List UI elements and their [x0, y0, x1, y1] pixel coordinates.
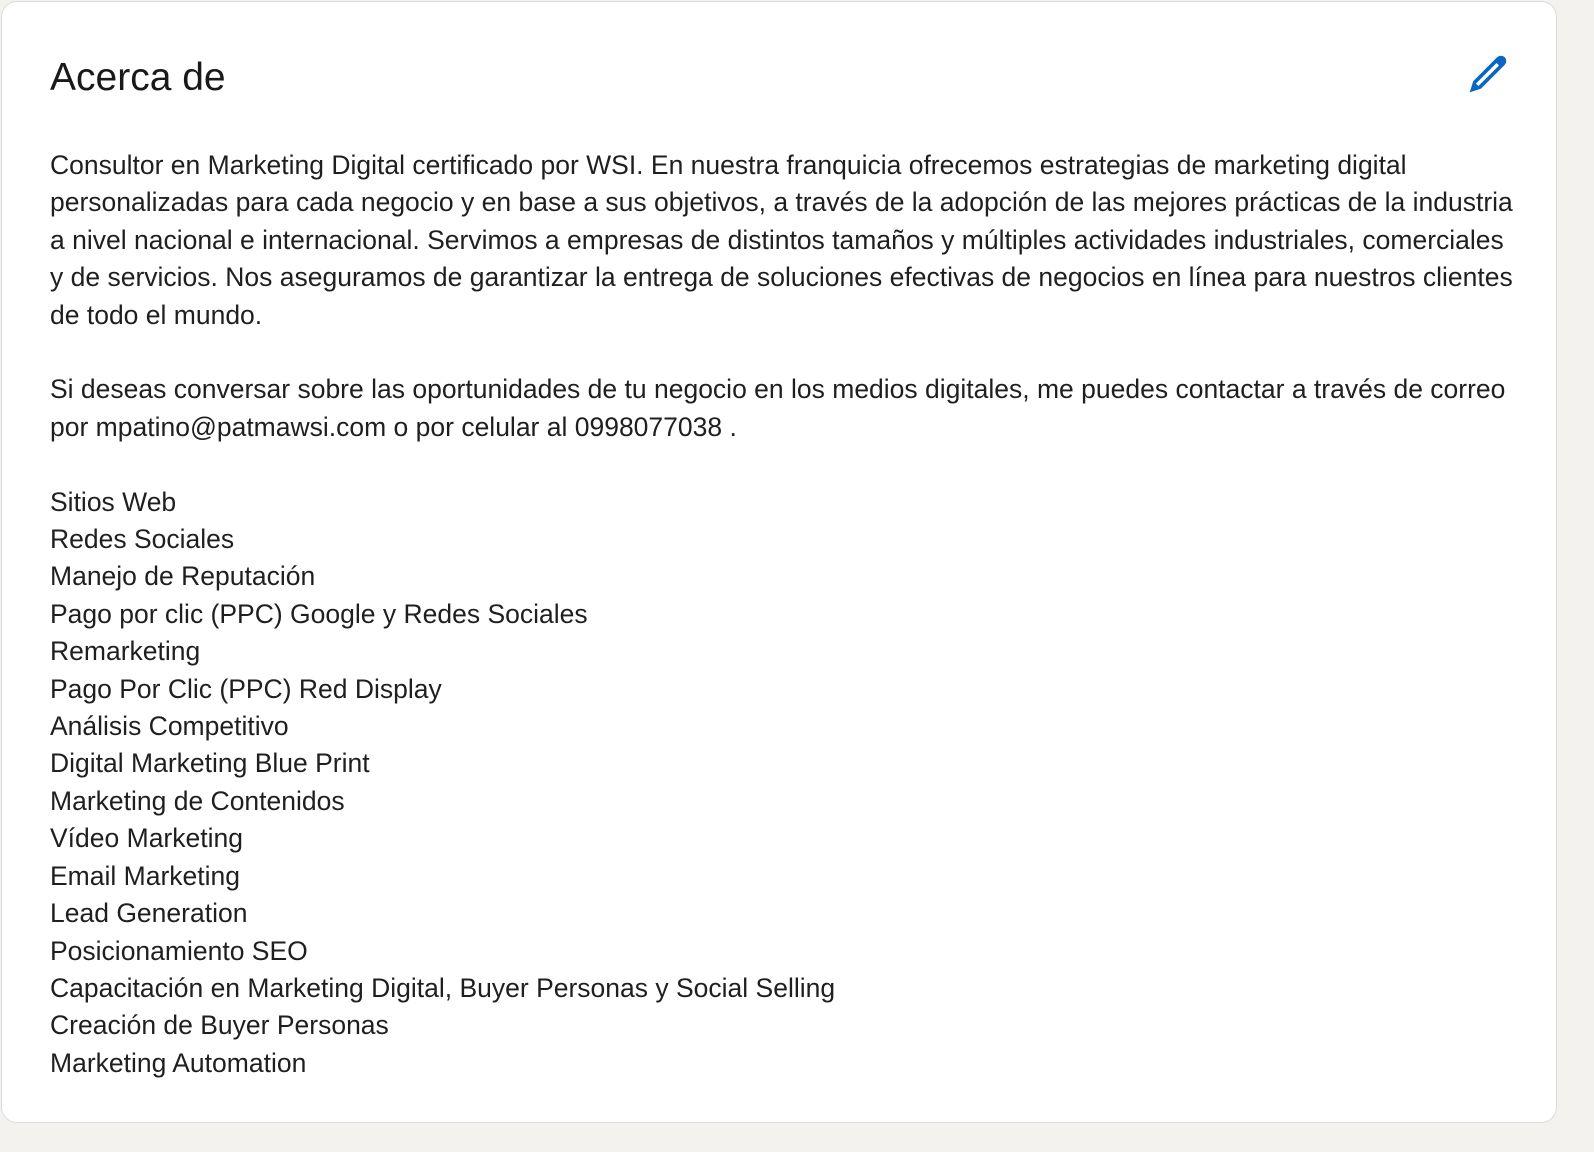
service-item: Email Marketing [50, 860, 240, 891]
service-item: Redes Sociales [50, 524, 235, 555]
service-item: Vídeo Marketing [50, 823, 243, 854]
paragraph-gap [50, 446, 1520, 483]
service-item: Capacitación en Marketing Digital, Buyer Personas y Social Selling [50, 972, 836, 1003]
section-title: Acerca de [50, 56, 226, 99]
paragraph-gap [50, 334, 1520, 371]
about-card [1, 1, 1557, 1123]
about-paragraph-intro: Consultor en Marketing Digital certificado por WSI. En nuestra franquicia ofrecemos estrategias de marketing digital personalizadas para cada negocio y en base a sus objetivos, a través de la adopción de las mejores prácticas de la industria a nivel nacional e internacional. Servimos a empresas de distintos tamaños y múltiples actividades industriales, comerciales y de servicios. Nos aseguramos de garantizar la entrega de soluciones efectivas de negocios en línea para nuestros clientes de todo el mundo. [50, 150, 1513, 330]
about-paragraph-contact: Si deseas conversar sobre las oportunidades de tu negocio en los medios digitales, me puedes contactar a través de correo por mpatino@patmawsi.com o por celular al 0998077038 . [50, 374, 1506, 442]
service-item: Digital Marketing Blue Print [50, 748, 370, 779]
pencil-icon [1466, 52, 1510, 96]
about-text [50, 147, 1520, 1082]
service-item: Marketing de Contenidos [50, 785, 345, 816]
service-item: Lead Generation [50, 898, 248, 929]
service-item: Pago por clic (PPC) Google y Redes Sociales [50, 598, 588, 629]
service-item: Manejo de Reputación [50, 561, 316, 592]
service-item: Creación de Buyer Personas [50, 1010, 389, 1041]
service-item: Sitios Web [50, 486, 177, 517]
service-item: Análisis Competitivo [50, 711, 289, 742]
service-item: Pago Por Clic (PPC) Red Display [50, 673, 442, 704]
service-item: Posicionamiento SEO [50, 935, 308, 966]
services-list [50, 484, 1520, 1083]
edit-about-button[interactable] [1462, 48, 1514, 100]
service-item: Remarketing [50, 636, 201, 667]
service-item: Marketing Automation [50, 1047, 307, 1078]
